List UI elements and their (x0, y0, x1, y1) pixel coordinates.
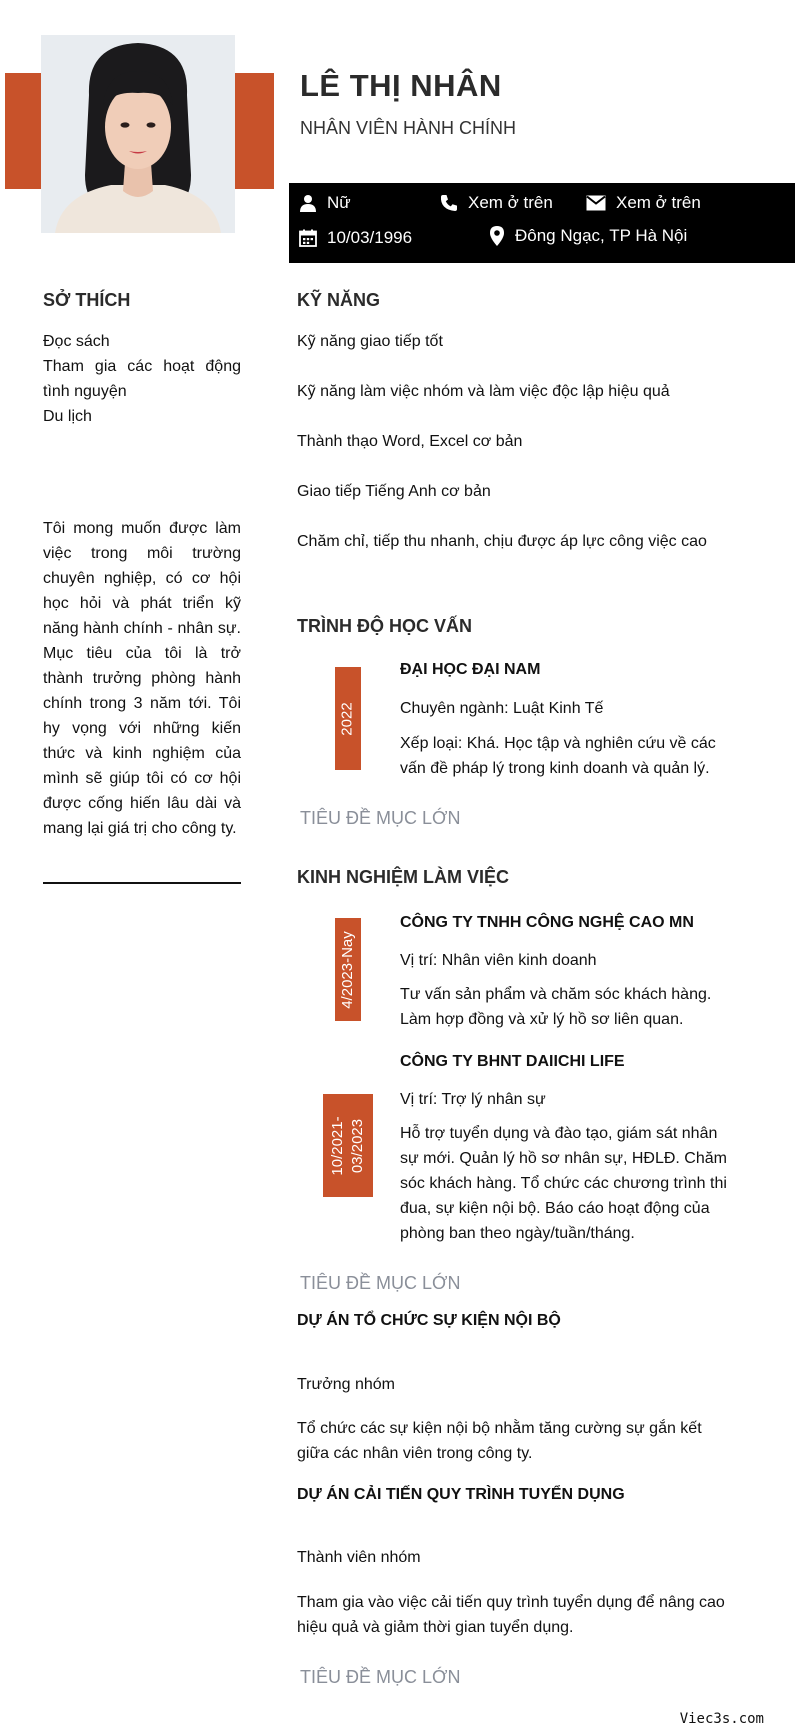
placeholder-section-title-1: TIÊU ĐỀ MỤC LỚN (300, 808, 461, 828)
experience-date-badge-2 (323, 1094, 373, 1197)
calendar-icon (299, 229, 317, 247)
hobby-item-3: Du lịch (43, 408, 92, 425)
project-role-1: Trưởng nhóm (297, 1376, 395, 1393)
skill-item-1: Kỹ năng giao tiếp tốt (297, 333, 443, 350)
experience-position-1: Vị trí: Nhân viên kinh doanh (400, 952, 597, 969)
contact-gender (299, 193, 351, 213)
profile-name: LÊ THỊ NHÂN (300, 68, 502, 103)
project-title-1: DỰ ÁN TỔ CHỨC SỰ KIỆN NỘI BỘ (297, 1312, 561, 1329)
experience-date-2 (328, 1106, 368, 1186)
project-detail-1: Tổ chức các sự kiện nội bộ nhằm tăng cường sự gắn kết giữa các nhân viên trong công ty. (297, 1420, 702, 1462)
education-major: Chuyên ngành: Luật Kinh Tế (400, 700, 604, 717)
skill-item-2: Kỹ năng làm việc nhóm và làm việc độc lập hiệu quả (297, 383, 670, 400)
contact-birthday-value: 10/03/1996 (327, 228, 413, 247)
accent-bar-left (5, 73, 41, 189)
project-detail-2: Tham gia vào việc cải tiến quy trình tuyển dụng để nâng cao hiệu quả và giảm thời gian tuyển dụng. (297, 1594, 725, 1636)
experience-company-1: CÔNG TY TNHH CÔNG NGHỆ CAO MN (400, 914, 694, 931)
contact-phone-value: Xem ở trên (468, 193, 553, 212)
experience-date-badge-1 (335, 918, 361, 1021)
watermark: Viec3s.com (679, 1711, 764, 1727)
contact-phone (440, 193, 553, 213)
hobbies-title: SỞ THÍCH (43, 290, 131, 310)
contact-address (489, 226, 687, 246)
project-title-2: DỰ ÁN CẢI TIẾN QUY TRÌNH TUYỂN DỤNG (297, 1486, 625, 1503)
contact-birthday (299, 228, 412, 248)
experience-detail-1: Tư vấn sản phẩm và chăm sóc khách hàng. Làm hợp đồng và xử lý hồ sơ liên quan. (400, 986, 712, 1028)
placeholder-section-title-3: TIÊU ĐỀ MỤC LỚN (300, 1667, 461, 1687)
career-objective: Tôi mong muốn được làm việc trong môi trường chuyên nghiệp, có cơ hội học hỏi và phát triển kỹ năng hành chính - nhân sự. Mục tiêu của tôi là trở thành trưởng phòng hành chính trong 3 năm tới. Tôi hy vọng với những kiến thức và kinh nghiệm của mình sẽ giúp tôi có cơ hội được cống hiến lâu dài và mang lại giá trị cho công ty. (43, 520, 241, 837)
contact-gender-value: Nữ (327, 193, 351, 212)
experience-date-2-line-1: 10/2021- (329, 1115, 346, 1176)
hobby-item-1: Đọc sách (43, 333, 110, 350)
education-date-badge (335, 667, 361, 770)
profile-job-title: NHÂN VIÊN HÀNH CHÍNH (300, 118, 517, 138)
education-date: 2022 (339, 701, 356, 736)
skill-item-5: Chăm chỉ, tiếp thu nhanh, chịu được áp lực công việc cao (297, 533, 707, 550)
profile-photo (41, 35, 235, 233)
experience-date-2-line-2: 03/2023 (349, 1118, 366, 1173)
education-school: ĐẠI HỌC ĐẠI NAM (400, 661, 541, 678)
accent-bar-right (235, 73, 274, 189)
mail-icon (586, 195, 606, 211)
person-icon (299, 194, 317, 212)
placeholder-section-title-2: TIÊU ĐỀ MỤC LỚN (300, 1273, 461, 1293)
location-pin-icon (489, 226, 505, 246)
experience-date-1: 4/2023-Nay (339, 930, 356, 1009)
contact-email-value: Xem ở trên (616, 193, 701, 212)
experience-position-2: Vị trí: Trợ lý nhân sự (400, 1091, 546, 1108)
education-title: TRÌNH ĐỘ HỌC VẤN (297, 616, 472, 636)
phone-icon (440, 194, 458, 212)
experience-company-2: CÔNG TY BHNT DAIICHI LIFE (400, 1053, 625, 1070)
contact-email (586, 193, 701, 213)
education-detail: Xếp loại: Khá. Học tập và nghiên cứu về các vấn đề pháp lý trong kinh doanh và quản lý. (400, 735, 716, 777)
skills-title: KỸ NĂNG (297, 290, 381, 310)
skill-item-3: Thành thạo Word, Excel cơ bản (297, 433, 523, 450)
experience-detail-2: Hỗ trợ tuyển dụng và đào tạo, giám sát nhân sự mới. Quản lý hồ sơ nhân sự, HĐLĐ. Chăm sóc khách hàng. Tổ chức các chương trình thi đua, sự kiện nội bộ. Báo cáo hoạt động của phòng ban theo ngày/tuần/tháng. (400, 1125, 727, 1242)
contact-box (289, 183, 795, 263)
hobby-item-2: Tham gia các hoạt động tình nguyện (43, 358, 241, 400)
experience-title: KINH NGHIỆM LÀM VIỆC (297, 867, 510, 887)
contact-address-value: Đông Ngạc, TP Hà Nội (515, 226, 688, 245)
left-divider (43, 882, 241, 884)
project-role-2: Thành viên nhóm (297, 1549, 421, 1566)
skill-item-4: Giao tiếp Tiếng Anh cơ bản (297, 483, 491, 500)
